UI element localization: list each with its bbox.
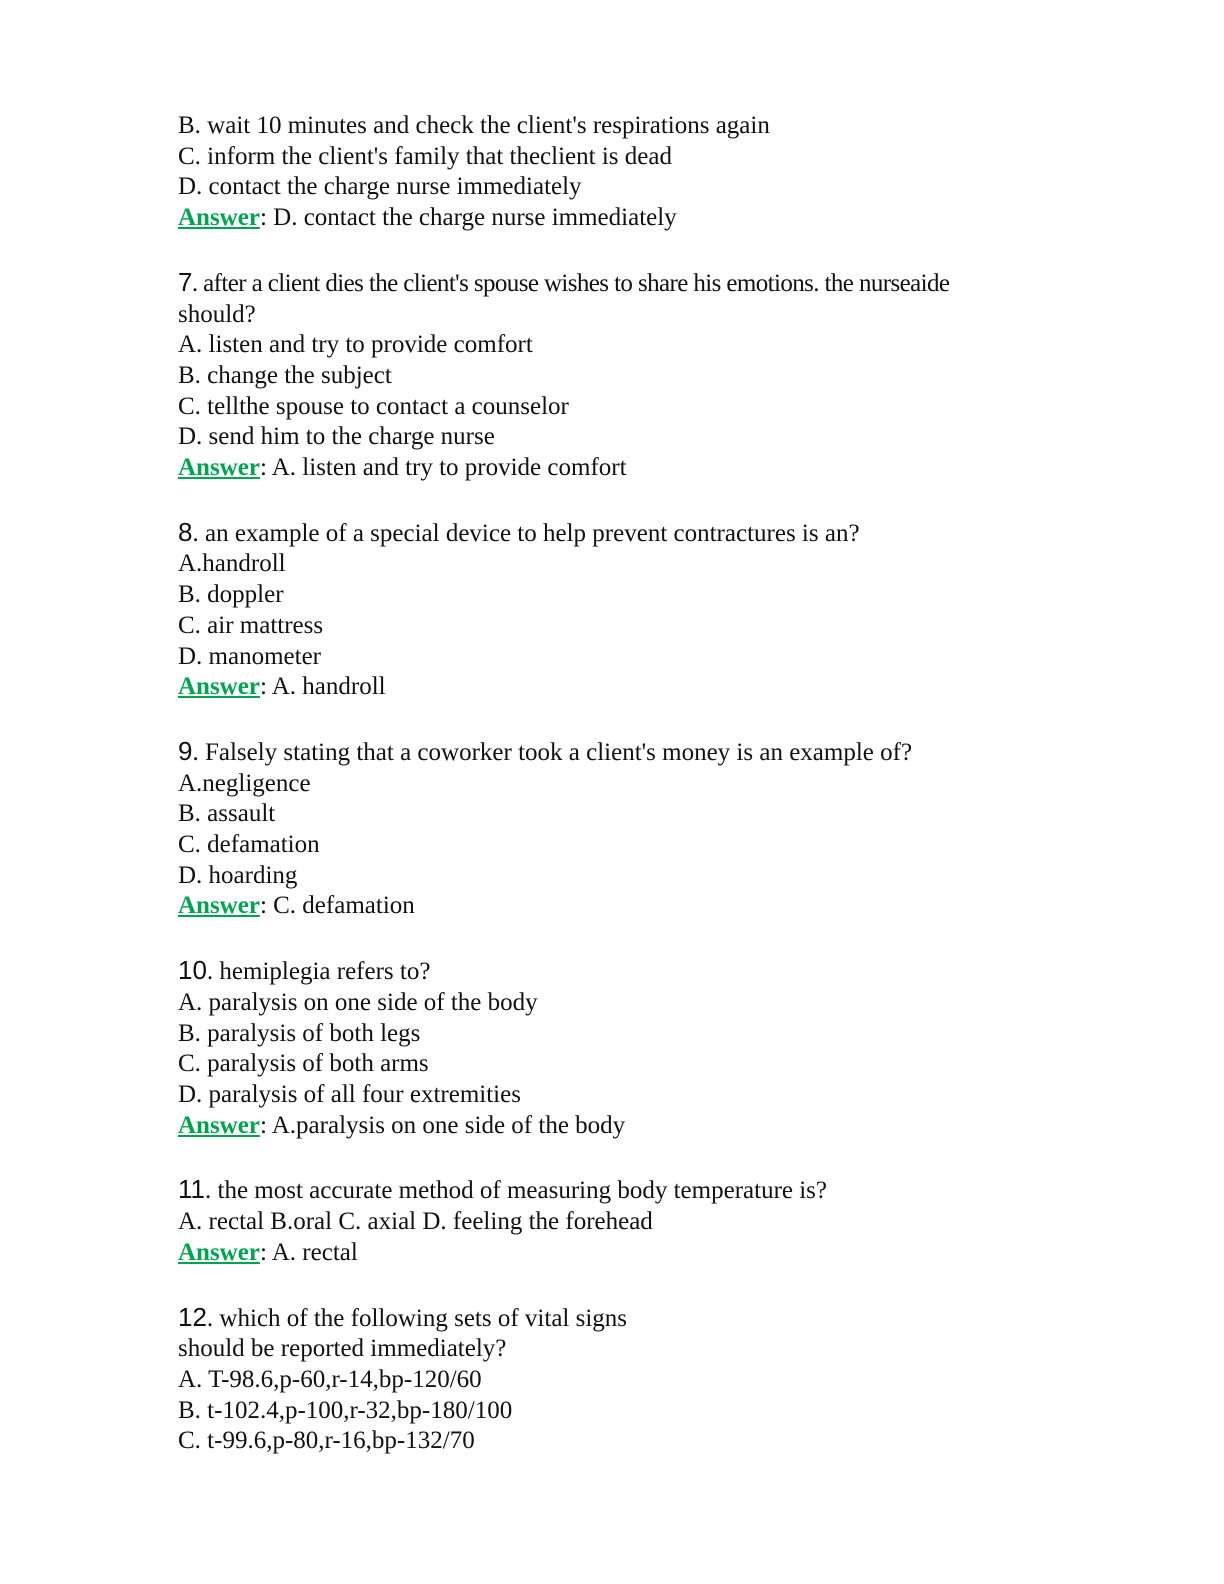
- option-d: D. hoarding: [178, 861, 298, 889]
- answer-text: : A. handroll: [259, 673, 386, 701]
- option-d: D. send him to the charge nurse: [178, 423, 495, 451]
- answer-line: [178, 453, 1078, 484]
- question-text: . after a client dies the client's spouse wishes to share his emotions. the nurseaide: [191, 269, 950, 297]
- document-page: [178, 111, 1078, 1457]
- question-text-continued: should be reported immediately?: [178, 1335, 507, 1363]
- question-number: 9: [178, 735, 193, 766]
- question-9: [178, 736, 1078, 922]
- question-11: [178, 1174, 1078, 1268]
- option-d: D. paralysis of all four extremities: [178, 1080, 521, 1108]
- question-6-continuation: [178, 111, 1078, 234]
- option-c: C. air mattress: [178, 611, 324, 639]
- options-inline: A. rectal B.oral C. axial D. feeling the forehead: [178, 1208, 653, 1236]
- answer-label: Answer: [178, 673, 260, 701]
- option-a: A. paralysis on one side of the body: [178, 988, 538, 1016]
- question-stem: [178, 955, 1078, 988]
- option-b: B. t-102.4,p-100,r-32,bp-180/100: [178, 1396, 513, 1424]
- option-c: C. tellthe spouse to contact a counselor: [178, 392, 569, 420]
- answer-label: Answer: [178, 1238, 260, 1266]
- option-b: B. paralysis of both legs: [178, 1019, 421, 1047]
- answer-text: : D. contact the charge nurse immediately: [259, 204, 677, 232]
- option-b: B. assault: [178, 800, 276, 828]
- answer-text: : A. listen and try to provide comfort: [259, 454, 627, 482]
- answer-label: Answer: [178, 1111, 260, 1139]
- question-10: [178, 955, 1078, 1141]
- option-c: C. paralysis of both arms: [178, 1050, 429, 1078]
- question-text-continued: should?: [178, 300, 256, 328]
- option-a: A. listen and try to provide comfort: [178, 331, 533, 359]
- question-stem: [178, 1174, 1078, 1207]
- question-text: . Falsely stating that a coworker took a client's money is an example of?: [192, 738, 913, 766]
- answer-text: : A.paralysis on one side of the body: [259, 1111, 626, 1139]
- option-d: D. manometer: [178, 642, 322, 670]
- option-c: C. inform the client's family that theclient is dead: [178, 142, 672, 170]
- question-text: . hemiplegia refers to?: [206, 958, 431, 986]
- answer-line: [178, 203, 1078, 234]
- question-7: [178, 267, 1078, 484]
- option-c: C. t-99.6,p-80,r-16,bp-132/70: [178, 1427, 475, 1455]
- answer-line: [178, 672, 1078, 703]
- question-stem: [178, 1302, 1078, 1335]
- question-stem: [178, 736, 1078, 769]
- question-number: 8: [178, 516, 193, 547]
- question-number: 11: [178, 1174, 205, 1205]
- option-d: D. contact the charge nurse immediately: [178, 173, 582, 201]
- question-text: . the most accurate method of measuring body temperature is?: [205, 1177, 828, 1205]
- question-number: 12: [178, 1301, 207, 1332]
- option-c: C. defamation: [178, 831, 320, 859]
- option-a: A.negligence: [178, 769, 311, 797]
- question-text: . which of the following sets of vital signs: [206, 1304, 628, 1332]
- answer-label: Answer: [178, 454, 260, 482]
- question-12: [178, 1302, 1078, 1458]
- answer-text: : A. rectal: [259, 1238, 358, 1266]
- answer-line: [178, 1238, 1078, 1269]
- option-b: B. wait 10 minutes and check the client's respirations again: [178, 112, 770, 139]
- answer-line: [178, 891, 1078, 922]
- option-b: B. doppler: [178, 581, 284, 609]
- question-number: 10: [178, 955, 207, 986]
- question-stem: [178, 517, 1078, 550]
- question-8: [178, 517, 1078, 703]
- answer-label: Answer: [178, 892, 260, 920]
- question-text: . an example of a special device to help prevent contractures is an?: [192, 519, 860, 547]
- question-number: 7: [178, 266, 192, 297]
- option-b: B. change the subject: [178, 361, 392, 389]
- answer-label: Answer: [178, 204, 260, 232]
- option-a: A.handroll: [178, 550, 286, 578]
- answer-line: [178, 1111, 1078, 1142]
- option-a: A. T-98.6,p-60,r-14,bp-120/60: [178, 1365, 482, 1393]
- answer-text: : C. defamation: [259, 892, 415, 920]
- question-stem: [178, 267, 1078, 300]
